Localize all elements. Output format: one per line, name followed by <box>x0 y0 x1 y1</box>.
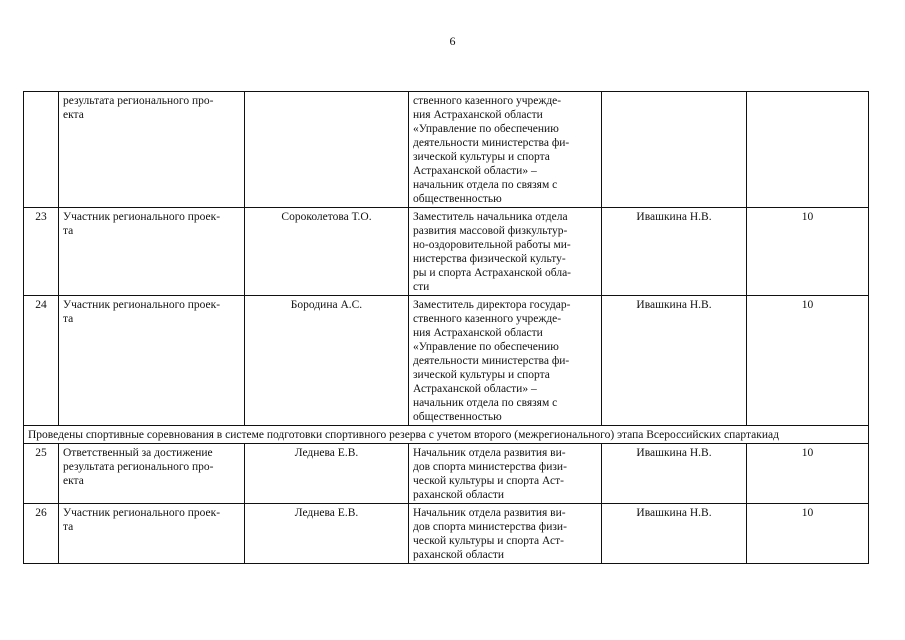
role-cell: Ответственный за достижение результата регионального про- екта <box>59 444 245 504</box>
person-name-cell: Бородина А.С. <box>245 296 409 426</box>
section-heading: Проведены спортивные соревнования в системе подготовки спортивного резерва с учетом второго (межрегионального) этапа Всероссийских спартакиад <box>24 426 869 444</box>
position-cell: Начальник отдела развития ви- дов спорта министерства физи- ческой культуры и спорта Аст- раханской области <box>409 444 602 504</box>
person-name-cell: Сороколетова Т.О. <box>245 208 409 296</box>
days-cell: 10 <box>747 504 869 564</box>
section-row <box>24 426 869 444</box>
participants-table <box>23 91 869 564</box>
days-cell: 10 <box>747 444 869 504</box>
table-row <box>24 296 869 426</box>
position-cell: Заместитель директора государ- ственного казенного учрежде- ния Астраханской области «Управление по обеспечению деятельности министерства фи- зической культуры и спорта Астраханской области» – начальник отдела по связям с общественностью <box>409 296 602 426</box>
person-name-cell <box>245 92 409 208</box>
row-number: 23 <box>24 208 59 296</box>
position-cell: Начальник отдела развития ви- дов спорта министерства физи- ческой культуры и спорта Аст- раханской области <box>409 504 602 564</box>
table-row <box>24 92 869 208</box>
position-cell: ственного казенного учрежде- ния Астраханской области «Управление по обеспечению деятельности министерства фи- зической культуры и спорта Астраханской области» – начальник отдела по связям с общественностью <box>409 92 602 208</box>
supervisor-cell: Ивашкина Н.В. <box>602 296 747 426</box>
supervisor-cell <box>602 92 747 208</box>
table-row <box>24 444 869 504</box>
role-cell: Участник регионального проек- та <box>59 208 245 296</box>
role-cell: результата регионального про- екта <box>59 92 245 208</box>
days-cell: 10 <box>747 208 869 296</box>
table-row <box>24 504 869 564</box>
days-cell <box>747 92 869 208</box>
supervisor-cell: Ивашкина Н.В. <box>602 504 747 564</box>
person-name-cell: Леднева Е.В. <box>245 504 409 564</box>
page-number: 6 <box>449 34 456 48</box>
supervisor-cell: Ивашкина Н.В. <box>602 444 747 504</box>
row-number <box>24 92 59 208</box>
role-cell: Участник регионального проек- та <box>59 504 245 564</box>
row-number: 26 <box>24 504 59 564</box>
person-name-cell: Леднева Е.В. <box>245 444 409 504</box>
row-number: 25 <box>24 444 59 504</box>
table-row <box>24 208 869 296</box>
role-cell: Участник регионального проек- та <box>59 296 245 426</box>
row-number: 24 <box>24 296 59 426</box>
supervisor-cell: Ивашкина Н.В. <box>602 208 747 296</box>
position-cell: Заместитель начальника отдела развития массовой физкультур- но-оздоровительной работы ми- нистерства физической культу- ры и спорта Астраханской обла- сти <box>409 208 602 296</box>
days-cell: 10 <box>747 296 869 426</box>
